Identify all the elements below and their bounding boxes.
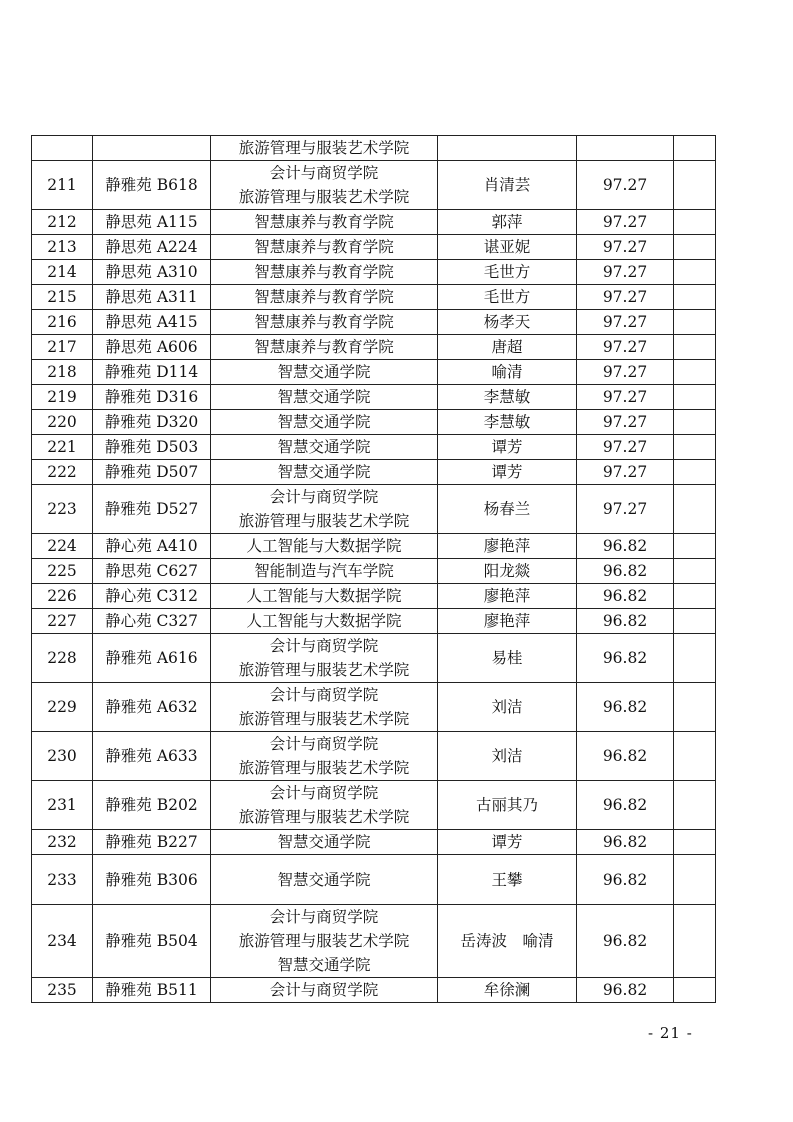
note-cell bbox=[674, 335, 716, 360]
dorm-room-cell: 静雅苑 B618 bbox=[93, 161, 211, 210]
mentor-cell: 阳龙燚 bbox=[438, 559, 577, 584]
note-cell bbox=[674, 905, 716, 978]
college-cell bbox=[211, 609, 438, 634]
mentor-cell: 岳涛波 喻清 bbox=[438, 905, 577, 978]
college-cell bbox=[211, 559, 438, 584]
college-line: 会计与商贸学院 bbox=[269, 637, 379, 655]
row-number-cell: 213 bbox=[32, 235, 93, 260]
college-cell bbox=[211, 285, 438, 310]
row-number-cell: 226 bbox=[32, 584, 93, 609]
note-cell bbox=[674, 609, 716, 634]
row-number-cell: 221 bbox=[32, 435, 93, 460]
table-row bbox=[32, 609, 716, 634]
college-cell bbox=[211, 855, 438, 905]
college-line: 智慧康养与教育学院 bbox=[254, 313, 394, 331]
score-cell: 96.82 bbox=[577, 978, 674, 1003]
score-cell: 97.27 bbox=[577, 360, 674, 385]
college-line: 智慧交通学院 bbox=[277, 463, 371, 481]
row-number-cell bbox=[32, 136, 93, 161]
college-cell bbox=[211, 235, 438, 260]
dorm-room-cell: 静思苑 C627 bbox=[93, 559, 211, 584]
note-cell bbox=[674, 360, 716, 385]
mentor-cell: 李慧敏 bbox=[438, 385, 577, 410]
table-row bbox=[32, 485, 716, 534]
note-cell bbox=[674, 136, 716, 161]
college-line: 旅游管理与服装艺术学院 bbox=[238, 188, 410, 206]
table-row bbox=[32, 855, 716, 905]
college-line: 会计与商贸学院 bbox=[269, 981, 379, 999]
college-cell bbox=[211, 534, 438, 559]
table-row bbox=[32, 559, 716, 584]
row-number-cell: 218 bbox=[32, 360, 93, 385]
mentor-cell: 王攀 bbox=[438, 855, 577, 905]
score-cell: 96.82 bbox=[577, 584, 674, 609]
college-line: 智慧康养与教育学院 bbox=[254, 288, 394, 306]
score-cell: 96.82 bbox=[577, 683, 674, 732]
score-cell: 97.27 bbox=[577, 235, 674, 260]
dormitory-score-table bbox=[31, 135, 716, 1003]
dorm-room-cell: 静雅苑 B227 bbox=[93, 830, 211, 855]
college-line: 智慧交通学院 bbox=[277, 363, 371, 381]
row-number-cell: 227 bbox=[32, 609, 93, 634]
college-cell bbox=[211, 136, 438, 161]
college-line: 智慧康养与教育学院 bbox=[254, 213, 394, 231]
table-row bbox=[32, 460, 716, 485]
table-row bbox=[32, 732, 716, 781]
row-number-cell: 220 bbox=[32, 410, 93, 435]
row-number-cell: 216 bbox=[32, 310, 93, 335]
mentor-cell: 喻清 bbox=[438, 360, 577, 385]
score-cell: 96.82 bbox=[577, 609, 674, 634]
row-number-cell: 230 bbox=[32, 732, 93, 781]
mentor-cell: 牟徐澜 bbox=[438, 978, 577, 1003]
row-number-cell: 229 bbox=[32, 683, 93, 732]
dorm-room-cell: 静思苑 A415 bbox=[93, 310, 211, 335]
row-number-cell: 233 bbox=[32, 855, 93, 905]
table-row bbox=[32, 584, 716, 609]
dorm-room-cell: 静雅苑 D503 bbox=[93, 435, 211, 460]
note-cell bbox=[674, 634, 716, 683]
row-number-cell: 222 bbox=[32, 460, 93, 485]
row-number-cell: 234 bbox=[32, 905, 93, 978]
score-cell: 97.27 bbox=[577, 210, 674, 235]
note-cell bbox=[674, 385, 716, 410]
mentor-cell: 古丽其乃 bbox=[438, 781, 577, 830]
college-line: 会计与商贸学院 bbox=[269, 488, 379, 506]
score-cell: 96.82 bbox=[577, 855, 674, 905]
row-number-cell: 224 bbox=[32, 534, 93, 559]
college-line: 人工智能与大数据学院 bbox=[246, 612, 402, 630]
table-row bbox=[32, 210, 716, 235]
table-row bbox=[32, 161, 716, 210]
score-cell: 97.27 bbox=[577, 310, 674, 335]
table-row bbox=[32, 410, 716, 435]
note-cell bbox=[674, 235, 716, 260]
row-number-cell: 223 bbox=[32, 485, 93, 534]
score-cell: 96.82 bbox=[577, 634, 674, 683]
mentor-cell: 廖艳萍 bbox=[438, 609, 577, 634]
mentor-cell: 刘洁 bbox=[438, 683, 577, 732]
college-line: 智慧交通学院 bbox=[277, 413, 371, 431]
score-cell: 97.27 bbox=[577, 435, 674, 460]
college-cell bbox=[211, 161, 438, 210]
note-cell bbox=[674, 260, 716, 285]
note-cell bbox=[674, 978, 716, 1003]
row-number-cell: 228 bbox=[32, 634, 93, 683]
college-cell bbox=[211, 410, 438, 435]
college-line: 会计与商贸学院 bbox=[269, 164, 379, 182]
note-cell bbox=[674, 534, 716, 559]
dorm-room-cell: 静雅苑 A633 bbox=[93, 732, 211, 781]
note-cell bbox=[674, 161, 716, 210]
table-row bbox=[32, 260, 716, 285]
college-line: 智能制造与汽车学院 bbox=[254, 562, 394, 580]
score-cell: 97.27 bbox=[577, 410, 674, 435]
score-cell: 97.27 bbox=[577, 161, 674, 210]
college-line: 人工智能与大数据学院 bbox=[246, 587, 402, 605]
score-cell: 96.82 bbox=[577, 830, 674, 855]
mentor-cell: 谭芳 bbox=[438, 435, 577, 460]
college-line: 人工智能与大数据学院 bbox=[246, 537, 402, 555]
college-cell bbox=[211, 260, 438, 285]
note-cell bbox=[674, 410, 716, 435]
dorm-room-cell: 静雅苑 A632 bbox=[93, 683, 211, 732]
score-cell: 97.27 bbox=[577, 385, 674, 410]
note-cell bbox=[674, 310, 716, 335]
college-line: 会计与商贸学院 bbox=[269, 784, 379, 802]
college-cell bbox=[211, 360, 438, 385]
score-cell bbox=[577, 136, 674, 161]
table-row bbox=[32, 978, 716, 1003]
mentor-cell: 谭芳 bbox=[438, 460, 577, 485]
college-cell bbox=[211, 335, 438, 360]
table-row bbox=[32, 235, 716, 260]
college-line: 旅游管理与服装艺术学院 bbox=[238, 808, 410, 826]
note-cell bbox=[674, 285, 716, 310]
college-line: 旅游管理与服装艺术学院 bbox=[238, 512, 410, 530]
dorm-room-cell: 静雅苑 B511 bbox=[93, 978, 211, 1003]
mentor-cell: 毛世方 bbox=[438, 260, 577, 285]
score-cell: 96.82 bbox=[577, 732, 674, 781]
college-line: 智慧交通学院 bbox=[277, 388, 371, 406]
row-number-cell: 235 bbox=[32, 978, 93, 1003]
dorm-room-cell: 静雅苑 B202 bbox=[93, 781, 211, 830]
college-line: 智慧交通学院 bbox=[277, 870, 371, 889]
college-line: 智慧康养与教育学院 bbox=[254, 338, 394, 356]
college-cell bbox=[211, 683, 438, 732]
page-number: - 21 - bbox=[648, 1024, 693, 1042]
note-cell bbox=[674, 210, 716, 235]
college-line: 会计与商贸学院 bbox=[269, 686, 379, 704]
score-cell: 97.27 bbox=[577, 460, 674, 485]
note-cell bbox=[674, 435, 716, 460]
college-cell bbox=[211, 435, 438, 460]
row-number-cell: 212 bbox=[32, 210, 93, 235]
mentor-cell: 廖艳萍 bbox=[438, 534, 577, 559]
row-number-cell: 214 bbox=[32, 260, 93, 285]
college-cell bbox=[211, 460, 438, 485]
score-cell: 97.27 bbox=[577, 335, 674, 360]
note-cell bbox=[674, 732, 716, 781]
dorm-room-cell: 静雅苑 D320 bbox=[93, 410, 211, 435]
table-row bbox=[32, 385, 716, 410]
table-row bbox=[32, 285, 716, 310]
table-row bbox=[32, 830, 716, 855]
college-line: 会计与商贸学院 bbox=[269, 908, 379, 926]
score-cell: 96.82 bbox=[577, 781, 674, 830]
score-cell: 97.27 bbox=[577, 485, 674, 534]
dorm-room-cell: 静思苑 A606 bbox=[93, 335, 211, 360]
table-row bbox=[32, 634, 716, 683]
score-cell: 96.82 bbox=[577, 905, 674, 978]
mentor-cell: 唐超 bbox=[438, 335, 577, 360]
mentor-cell: 谌亚妮 bbox=[438, 235, 577, 260]
table-row bbox=[32, 905, 716, 978]
mentor-cell: 谭芳 bbox=[438, 830, 577, 855]
dorm-room-cell: 静思苑 A311 bbox=[93, 285, 211, 310]
college-line: 智慧交通学院 bbox=[277, 438, 371, 456]
college-cell bbox=[211, 584, 438, 609]
row-number-cell: 225 bbox=[32, 559, 93, 584]
dorm-room-cell: 静雅苑 D316 bbox=[93, 385, 211, 410]
table-row bbox=[32, 335, 716, 360]
college-cell bbox=[211, 781, 438, 830]
college-line: 智慧交通学院 bbox=[277, 956, 371, 974]
college-line: 旅游管理与服装艺术学院 bbox=[238, 759, 410, 777]
dorm-room-cell: 静雅苑 D507 bbox=[93, 460, 211, 485]
college-cell bbox=[211, 905, 438, 978]
dorm-room-cell bbox=[93, 136, 211, 161]
college-cell bbox=[211, 830, 438, 855]
college-line: 会计与商贸学院 bbox=[269, 735, 379, 753]
mentor-cell: 杨春兰 bbox=[438, 485, 577, 534]
score-cell: 96.82 bbox=[577, 534, 674, 559]
row-number-cell: 211 bbox=[32, 161, 93, 210]
college-cell bbox=[211, 732, 438, 781]
college-line: 旅游管理与服装艺术学院 bbox=[238, 661, 410, 679]
dorm-room-cell: 静雅苑 A616 bbox=[93, 634, 211, 683]
row-number-cell: 232 bbox=[32, 830, 93, 855]
table-row bbox=[32, 136, 716, 161]
note-cell bbox=[674, 559, 716, 584]
score-cell: 96.82 bbox=[577, 559, 674, 584]
score-cell: 97.27 bbox=[577, 285, 674, 310]
table-row bbox=[32, 435, 716, 460]
dorm-room-cell: 静心苑 A410 bbox=[93, 534, 211, 559]
college-cell bbox=[211, 634, 438, 683]
score-cell: 97.27 bbox=[577, 260, 674, 285]
table-row bbox=[32, 781, 716, 830]
table-row bbox=[32, 683, 716, 732]
dorm-room-cell: 静雅苑 D114 bbox=[93, 360, 211, 385]
college-cell bbox=[211, 385, 438, 410]
note-cell bbox=[674, 460, 716, 485]
row-number-cell: 217 bbox=[32, 335, 93, 360]
mentor-cell bbox=[438, 136, 577, 161]
note-cell bbox=[674, 781, 716, 830]
row-number-cell: 231 bbox=[32, 781, 93, 830]
dorm-room-cell: 静思苑 A115 bbox=[93, 210, 211, 235]
college-line: 旅游管理与服装艺术学院 bbox=[238, 932, 410, 950]
table-row bbox=[32, 310, 716, 335]
college-line: 智慧康养与教育学院 bbox=[254, 238, 394, 256]
dorm-room-cell: 静心苑 C312 bbox=[93, 584, 211, 609]
mentor-cell: 刘洁 bbox=[438, 732, 577, 781]
table-row bbox=[32, 360, 716, 385]
mentor-cell: 杨孝天 bbox=[438, 310, 577, 335]
note-cell bbox=[674, 485, 716, 534]
table-body bbox=[32, 136, 716, 1003]
row-number-cell: 215 bbox=[32, 285, 93, 310]
college-line: 智慧康养与教育学院 bbox=[254, 263, 394, 281]
note-cell bbox=[674, 830, 716, 855]
dorm-room-cell: 静思苑 A224 bbox=[93, 235, 211, 260]
college-line: 智慧交通学院 bbox=[277, 833, 371, 851]
dorm-room-cell: 静雅苑 D527 bbox=[93, 485, 211, 534]
dorm-room-cell: 静思苑 A310 bbox=[93, 260, 211, 285]
college-cell bbox=[211, 310, 438, 335]
note-cell bbox=[674, 584, 716, 609]
mentor-cell: 郭萍 bbox=[438, 210, 577, 235]
dorm-room-cell: 静心苑 C327 bbox=[93, 609, 211, 634]
row-number-cell: 219 bbox=[32, 385, 93, 410]
dorm-room-cell: 静雅苑 B504 bbox=[93, 905, 211, 978]
mentor-cell: 毛世方 bbox=[438, 285, 577, 310]
college-line: 旅游管理与服装艺术学院 bbox=[238, 710, 410, 728]
mentor-cell: 易桂 bbox=[438, 634, 577, 683]
dorm-room-cell: 静雅苑 B306 bbox=[93, 855, 211, 905]
mentor-cell: 肖清芸 bbox=[438, 161, 577, 210]
college-cell bbox=[211, 210, 438, 235]
table-row bbox=[32, 534, 716, 559]
mentor-cell: 李慧敏 bbox=[438, 410, 577, 435]
note-cell bbox=[674, 683, 716, 732]
mentor-cell: 廖艳萍 bbox=[438, 584, 577, 609]
college-cell bbox=[211, 485, 438, 534]
college-cell bbox=[211, 978, 438, 1003]
college-line: 旅游管理与服装艺术学院 bbox=[238, 139, 410, 157]
note-cell bbox=[674, 855, 716, 905]
